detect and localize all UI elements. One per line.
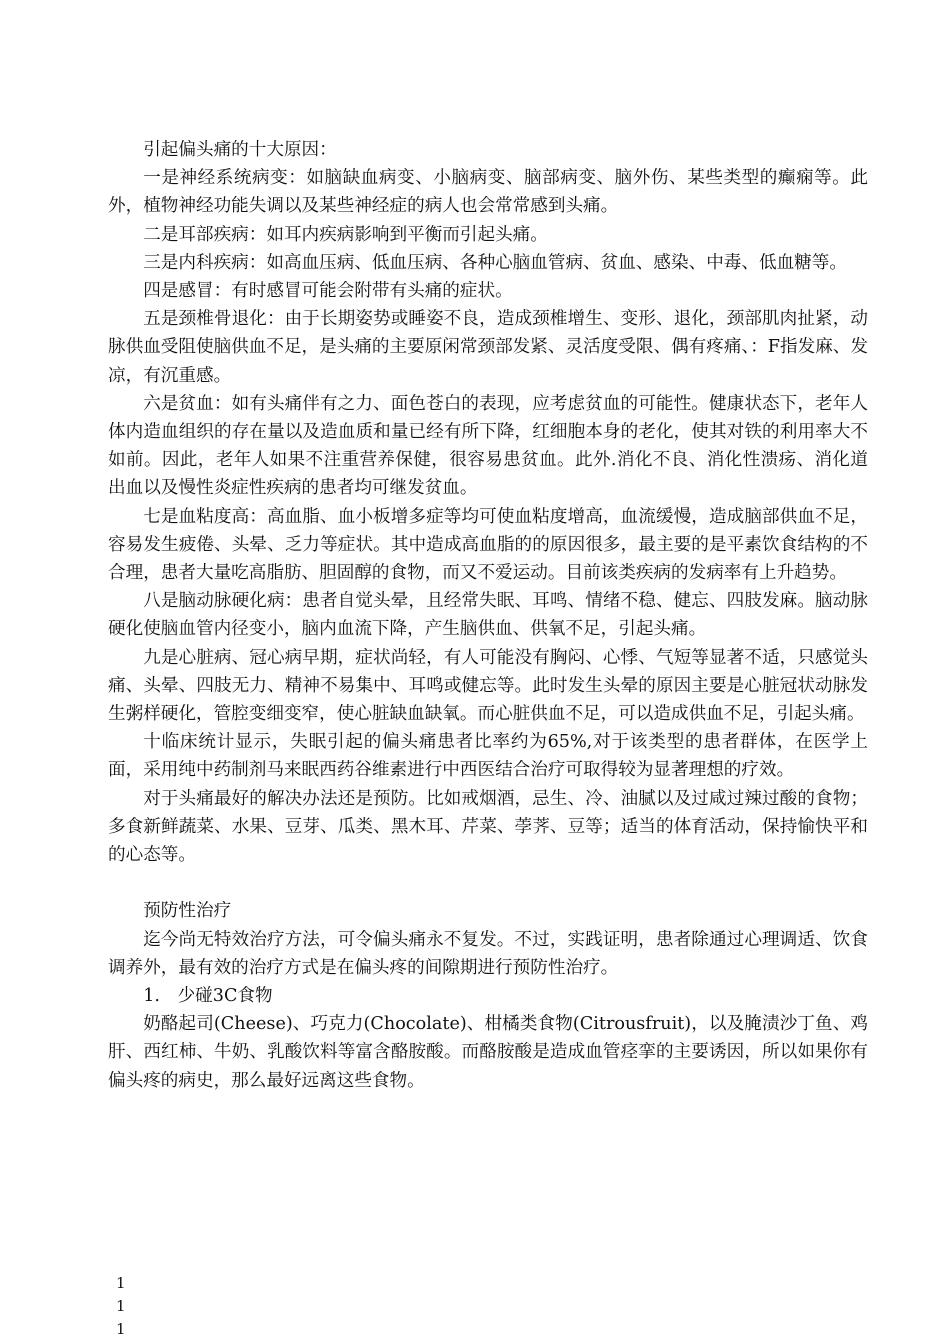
list-item-heading: 1. 少碰3C食物 <box>143 986 273 1007</box>
paragraph-cause-1: 一是神经系统病变：如脑缺血病变、小脑病变、脑部病变、脑外伤、某些类型的癫痫等。此外，植物神经功能失调以及某些神经症的病人也会常常感到头痛。 <box>108 168 868 217</box>
paragraph-cause-4: 四是感冒：有时感冒可能会附带有头痛的症状。 <box>143 281 513 302</box>
paragraph-cause-3: 三是内科疾病：如高血压病、低血压病、各种心脑血管病、贫血、感染、中毒、低血糖等。 <box>143 252 847 273</box>
page-mark: 1 <box>116 1297 126 1315</box>
paragraph-preventive-intro: 迄今尚无特效治疗方法，可令偏头痛永不复发。不过，实践证明，患者除通过心理调适、饮食调养外，最有效的治疗方式是在偏头疼的间隙期进行预防性治疗。 <box>108 929 868 978</box>
heading-ten-causes: 引起偏头痛的十大原因： <box>143 140 337 160</box>
paragraph-cause-2: 二是耳部疾病：如耳内疾病影响到平衡而引起头痛。 <box>143 224 548 245</box>
paragraph-cause-9: 九是心脏病、冠心病早期，症状尚轻，有人可能没有胸闷、心悸、气短等显著不适，只感觉头痛、头晕、四肢无力、精神不易集中、耳鸣或健忘等。此时发生头晕的原因主要是心脏冠状动脉发生粥样硬化，管腔变细变窄，使心脏缺血缺氧。而心脏供血不足，可以造成供血不足，引起头痛。 <box>108 647 868 725</box>
paragraph-3c-foods: 奶酪起司(Cheese)、巧克力(Chocolate)、柑橘类食物(Citrousfruit)，以及腌渍沙丁鱼、鸡肝、西红柿、牛奶、乳酸饮料等富含酪胺酸。而酪胺酸是造成血管痉挛的主要诱因，所以如果你有偏头疼的病史，那么最好远离这些食物。 <box>108 1014 868 1091</box>
paragraph-cause-7: 七是血粘度高：高血脂、血小板增多症等均可使血粘度增高，血流缓慢，造成脑部供血不足，容易发生疲倦、头晕、乏力等症状。其中造成高血脂的的原因很多，最主要的是平素饮食结构的不合理，患者大量吃高脂肪、胆固醇的食物，而又不爱运动。目前该类疾病的发病率有上升趋势。 <box>108 506 868 584</box>
page-number-marks <box>116 1272 126 1341</box>
paragraph-cause-6: 六是贫血：如有头痛伴有之力、面色苍白的表现，应考虑贫血的可能性。健康状态下，老年人体内造血组织的存在量以及造血质和量已经有所下降，红细胞本身的老化，使其对铁的利用率大不如前。因此，老年人如果不注重营养保健，很容易患贫血。此外.消化不良、消化性溃疡、消化道出血以及慢性炎症性疾病的患者均可继发贫血。 <box>108 393 868 499</box>
blank-line <box>108 869 868 897</box>
paragraph-prevention-advice: 对于头痛最好的解决办法还是预防。比如戒烟酒，忌生、冷、油腻以及过咸过辣过酸的食物；多食新鲜蔬菜、水果、豆芽、瓜类、黑木耳、芹菜、荸荠、豆等；适当的体育活动，保持愉快平和的心态等。 <box>108 788 868 866</box>
document-body <box>108 136 868 1095</box>
page-mark: 1 <box>116 1320 126 1338</box>
paragraph-cause-5: 五是颈椎骨退化：由于长期姿势或睡姿不良，造成颈椎增生、变形、退化，颈部肌肉扯紧，动脉供血受阻使脑供血不足，是头痛的主要原闲常颈部发紧、灵活度受限、偶有疼痛、：F指发麻、发凉，有沉重感。 <box>108 309 868 386</box>
paragraph-cause-8: 八是脑动脉硬化病：患者自觉头晕，且经常失眠、耳鸣、情绪不稳、健忘、四肢发麻。脑动脉硬化使脑血管内径变小，脑内血流下降，产生脑供血、供氧不足，引起头痛。 <box>108 591 868 640</box>
page-mark: 1 <box>116 1274 126 1292</box>
section-title: 预防性治疗 <box>143 901 232 922</box>
paragraph-cause-10: 十临床统计显示，失眠引起的偏头痛患者比率约为65%,对于该类型的患者群体，在医学上面，采用纯中药制剂马来眠西药谷维素进行中西医结合治疗可取得较为显著理想的疗效。 <box>108 732 868 781</box>
